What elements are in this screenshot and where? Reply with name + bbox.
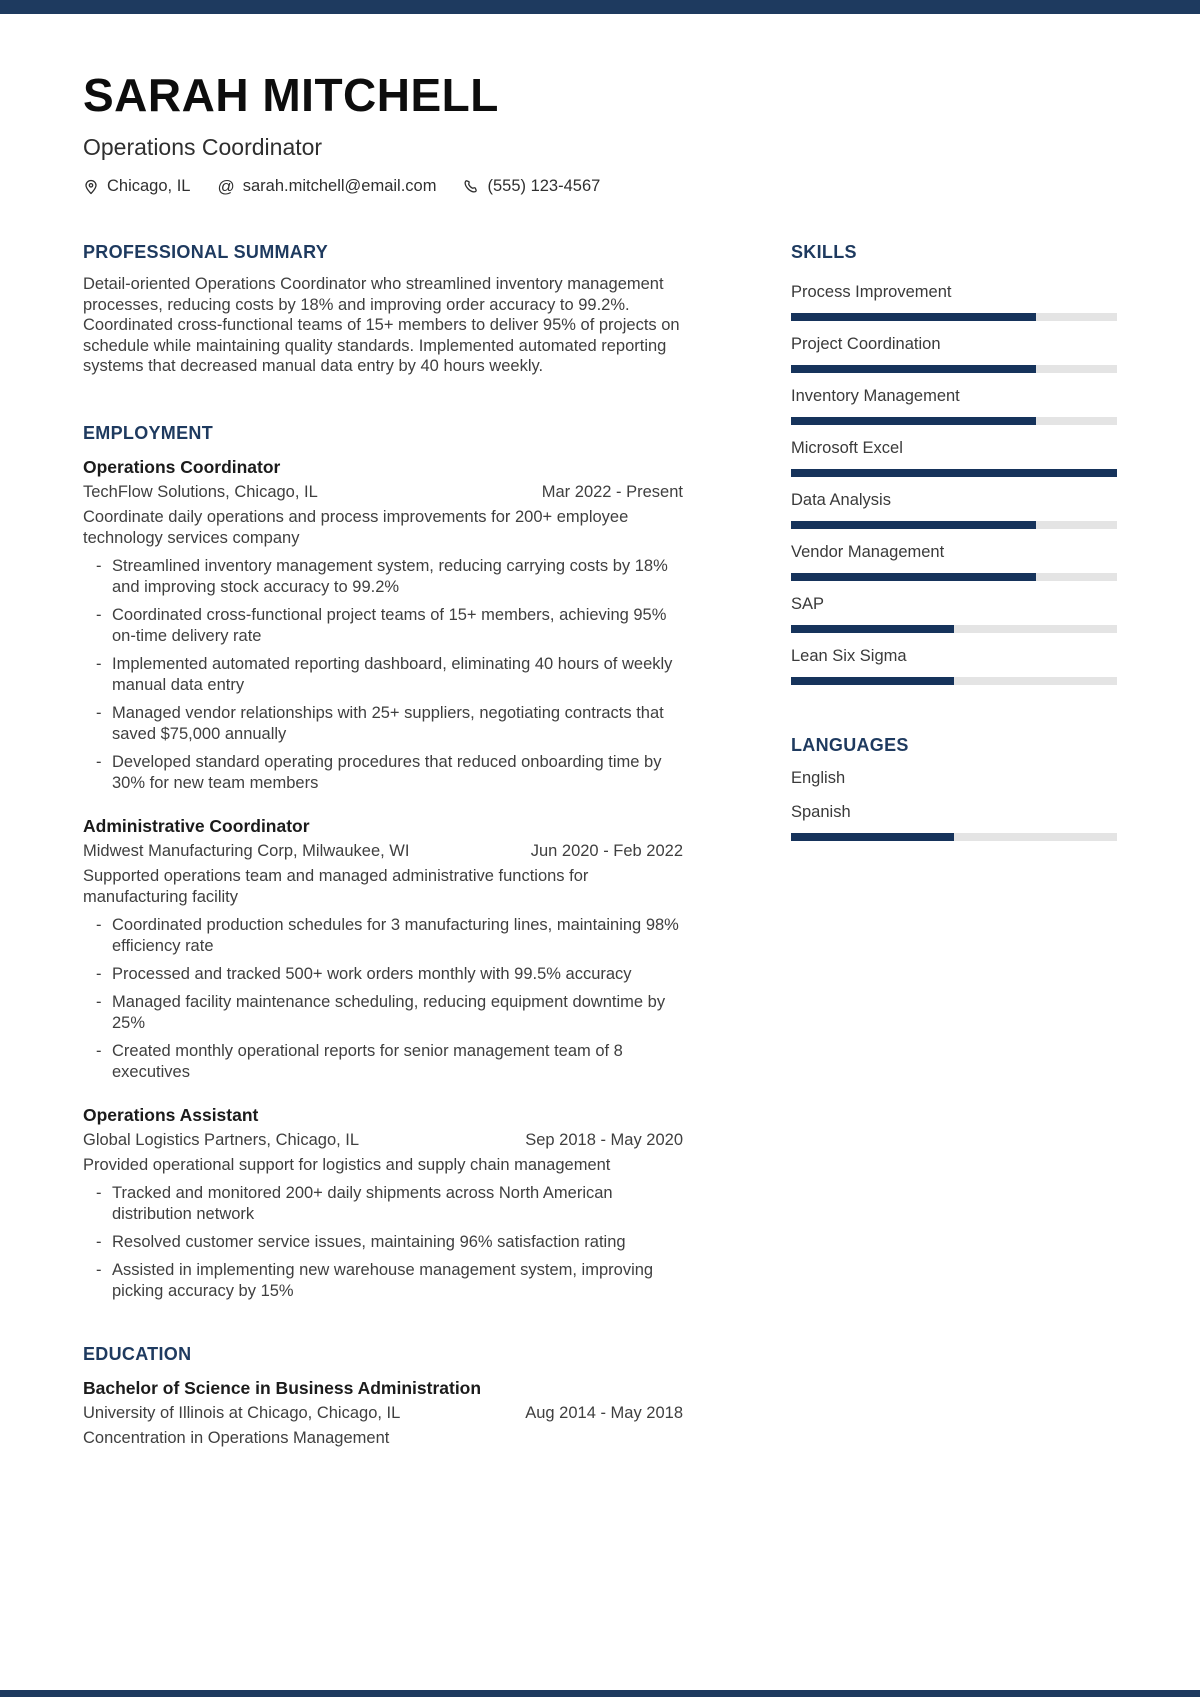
skill-label: Data Analysis: [791, 491, 891, 509]
bottom-accent-bar: [0, 1690, 1200, 1697]
summary-text: Detail-oriented Operations Coordinator who streamlined inventory management processes, reducing costs by 18% and improving order accuracy to 99.2%. Coordinated cross-functional teams of 15+ members to deliver 95% of projects on schedule while maintaining quality standards. Implemented automated reporting systems that decreased manual data entry by 40 hours weekly.: [83, 275, 680, 375]
job-entry: [83, 456, 683, 794]
job-title: Operations Assistant: [83, 1104, 259, 1125]
resume-columns: [83, 242, 1117, 1449]
top-accent-bar: [0, 0, 1200, 14]
job-bullet: - Processed and tracked 500+ work orders monthly with 99.5% accuracy: [83, 964, 683, 985]
job-dates: Sep 2018 - May 2020: [525, 1130, 683, 1149]
skill-bar-fill: [791, 625, 954, 633]
language-list: [791, 768, 1117, 841]
skill-bar-track: [791, 365, 1117, 373]
skill-label: Lean Six Sigma: [791, 647, 907, 665]
job-bullet: - Implemented automated reporting dashboard, eliminating 40 hours of weekly manual data entry: [83, 654, 683, 696]
skill-bar-track: [791, 573, 1117, 581]
skill-item: [791, 646, 1117, 685]
skill-list: [791, 282, 1117, 685]
skill-bar-fill: [791, 521, 1036, 529]
degree-title: Bachelor of Science in Business Administration: [83, 1377, 482, 1398]
skill-item: [791, 594, 1117, 633]
skill-bar-track: [791, 469, 1117, 477]
candidate-title: Operations Coordinator: [83, 134, 323, 160]
job-bullet-list: [83, 1183, 683, 1302]
skill-label: Project Coordination: [791, 335, 941, 353]
skill-bar-track: [791, 521, 1117, 529]
job-description: Provided operational support for logistics and supply chain management: [83, 1155, 611, 1174]
job-description: Supported operations team and managed administrative functions for manufacturing facility: [83, 866, 589, 906]
skill-bar-fill: [791, 573, 1036, 581]
job-meta-row: [83, 1130, 683, 1151]
skill-item: [791, 490, 1117, 529]
language-bar-fill: [791, 833, 954, 841]
job-description: Coordinate daily operations and process improvements for 200+ employee technology services company: [83, 507, 629, 547]
at-sign-icon: @: [217, 176, 235, 196]
skill-label: SAP: [791, 595, 825, 613]
job-bullet: - Tracked and monitored 200+ daily shipments across North American distribution network: [83, 1183, 683, 1225]
language-item: [791, 802, 1117, 841]
skill-label: Inventory Management: [791, 387, 960, 405]
skill-bar-fill: [791, 677, 954, 685]
job-bullet: - Assisted in implementing new warehouse management system, improving picking accuracy by 15%: [83, 1260, 683, 1302]
section-languages: [791, 735, 1117, 841]
resume-header: [83, 0, 1117, 196]
skill-bar-fill: [791, 365, 1036, 373]
location-pin-icon: [83, 179, 99, 195]
language-item: [791, 768, 1117, 788]
job-bullet: - Streamlined inventory management system, reducing carrying costs by 18% and improving stock accuracy to 99.2%: [83, 556, 683, 598]
job-company: Global Logistics Partners, Chicago, IL: [83, 1130, 360, 1149]
skill-item: [791, 334, 1117, 373]
languages-heading: LANGUAGES: [791, 735, 909, 755]
contact-email-text: sarah.mitchell@email.com: [242, 177, 437, 195]
summary-heading: PROFESSIONAL SUMMARY: [83, 242, 329, 262]
skill-bar-fill: [791, 417, 1036, 425]
candidate-name: SARAH MITCHELL: [83, 69, 499, 121]
job-company: TechFlow Solutions, Chicago, IL: [83, 482, 318, 501]
skill-bar-track: [791, 313, 1117, 321]
job-title: Administrative Coordinator: [83, 815, 310, 836]
job-bullet: - Coordinated cross-functional project teams of 15+ members, achieving 95% on-time delivery rate: [83, 605, 683, 647]
job-company: Midwest Manufacturing Corp, Milwaukee, WI: [83, 841, 410, 860]
right-column: [791, 242, 1117, 1449]
section-skills: [791, 242, 1117, 685]
job-bullet: - Created monthly operational reports for senior management team of 8 executives: [83, 1041, 683, 1083]
left-column: [83, 242, 683, 1449]
job-bullet: - Resolved customer service issues, maintaining 96% satisfaction rating: [83, 1232, 683, 1253]
skill-item: [791, 542, 1117, 581]
job-dates: Jun 2020 - Feb 2022: [530, 841, 683, 860]
language-label: Spanish: [791, 803, 851, 821]
job-bullet: - Developed standard operating procedures that reduced onboarding time by 30% for new team members: [83, 752, 683, 794]
skill-bar-fill: [791, 469, 1117, 477]
job-dates: Mar 2022 - Present: [541, 482, 683, 501]
job-entry: [83, 815, 683, 1083]
skill-bar-track: [791, 417, 1117, 425]
job-meta-row: [83, 482, 683, 503]
skill-bar-track: [791, 625, 1117, 633]
contact-location: [83, 177, 190, 196]
language-label: English: [791, 769, 846, 787]
section-employment: [83, 423, 683, 1302]
contact-email: [217, 177, 436, 196]
contact-phone: [463, 177, 600, 196]
education-school: University of Illinois at Chicago, Chicago, IL: [83, 1403, 401, 1422]
job-bullet-list: [83, 556, 683, 794]
contact-phone-text: (555) 123-4567: [487, 177, 601, 195]
education-heading: EDUCATION: [83, 1343, 192, 1364]
education-note: Concentration in Operations Management: [83, 1428, 390, 1447]
job-entry: [83, 1104, 683, 1302]
employment-heading: EMPLOYMENT: [83, 422, 214, 443]
skill-bar-fill: [791, 313, 1036, 321]
skill-bar-track: [791, 677, 1117, 685]
skill-label: Vendor Management: [791, 543, 945, 561]
education-meta-row: [83, 1403, 683, 1424]
skill-item: [791, 438, 1117, 477]
job-bullet: - Managed facility maintenance scheduling, reducing equipment downtime by 25%: [83, 992, 683, 1034]
contact-row: [83, 177, 1117, 196]
contact-location-text: Chicago, IL: [107, 177, 191, 195]
language-bar-track: [791, 833, 1117, 841]
phone-icon: [463, 179, 479, 195]
section-professional-summary: [83, 242, 683, 377]
skill-label: Process Improvement: [791, 283, 952, 301]
skill-item: [791, 282, 1117, 321]
section-education: [83, 1344, 683, 1449]
skill-item: [791, 386, 1117, 425]
job-title: Operations Coordinator: [83, 456, 281, 477]
skill-label: Microsoft Excel: [791, 439, 903, 457]
job-bullet-list: [83, 915, 683, 1083]
skills-heading: SKILLS: [791, 242, 857, 262]
job-meta-row: [83, 841, 683, 862]
education-dates: Aug 2014 - May 2018: [525, 1403, 683, 1422]
job-bullet: - Coordinated production schedules for 3 manufacturing lines, maintaining 98% efficiency rate: [83, 915, 683, 957]
job-bullet: - Managed vendor relationships with 25+ suppliers, negotiating contracts that saved $75,000 annually: [83, 703, 683, 745]
